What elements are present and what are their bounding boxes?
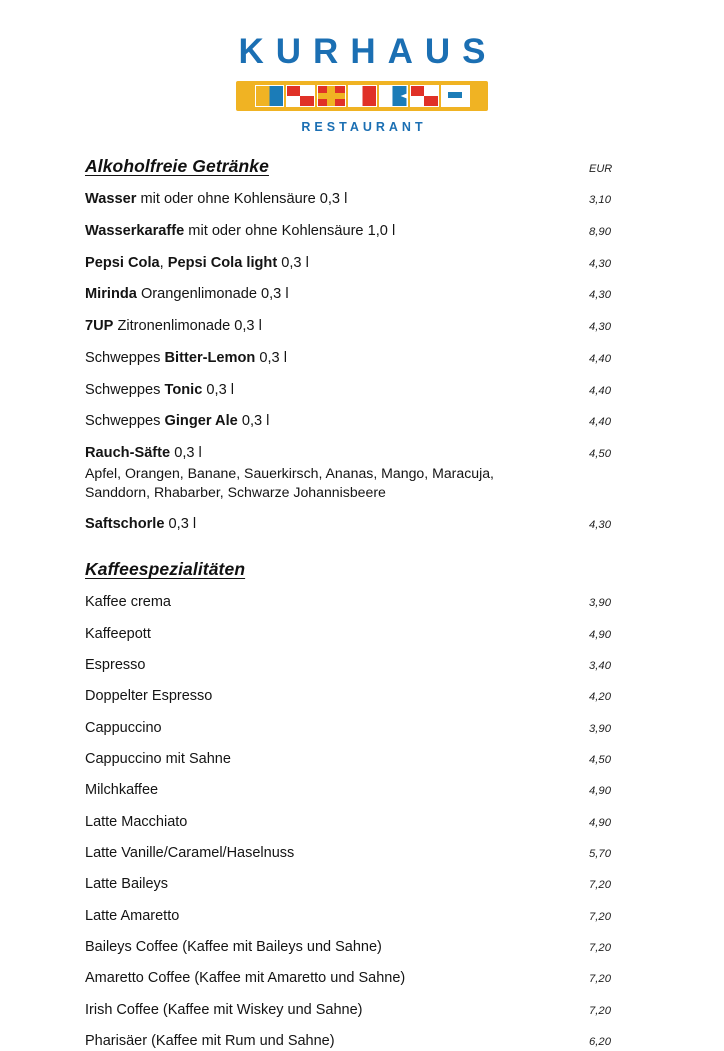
menu-item-label [85, 190, 570, 209]
menu-row [85, 750, 640, 769]
menu-item-prefix: Schweppes [85, 381, 165, 398]
menu-item-price: 4,40 [589, 384, 611, 397]
menu-item-name [85, 594, 171, 610]
menu-item-name [85, 516, 196, 532]
menu-item-name [85, 286, 289, 302]
menu-item-label [85, 412, 570, 431]
menu-row [85, 813, 640, 832]
menu-item-name [85, 782, 158, 798]
menu-item-name [85, 413, 269, 429]
menu-item-description: Apfel, Orangen, Banane, Sauerkirsch, Ananas, Mango, Maracuja, Sanddorn, Rhabarber, Schwarze Johannisbeere [85, 465, 494, 500]
menu-item-name [85, 191, 347, 207]
menu-item-name [85, 845, 294, 861]
menu-item-label [85, 381, 570, 400]
menu-item-label [85, 1001, 570, 1020]
menu-item-price: 4,90 [589, 816, 611, 829]
menu-row [85, 349, 640, 368]
menu-item-detail: Doppelter Espresso [85, 688, 213, 705]
menu-item-name [85, 908, 179, 924]
menu-row [85, 515, 640, 534]
menu-item-detail: Latte Vanille/Caramel/Haselnuss [85, 844, 295, 861]
menu-item-highlight: Tonic [164, 381, 203, 398]
menu-item-price: 3,90 [589, 597, 611, 610]
signal-flag-r [317, 85, 346, 107]
menu-item-detail: 0,3 l [255, 349, 287, 366]
menu-row [85, 719, 640, 738]
menu-item-detail: Cappuccino [85, 719, 162, 736]
menu-item-list-drinks [85, 190, 640, 534]
menu-item-name [85, 350, 287, 366]
menu-item-label [85, 844, 570, 863]
menu-item-detail: Zitronenlimonade 0,3 l [113, 318, 262, 334]
restaurant-logo [0, 0, 724, 134]
menu-item-label [85, 875, 570, 894]
menu-item-price: 8,90 [589, 225, 611, 238]
menu-section-coffee [85, 559, 640, 1051]
menu-item-name [85, 382, 234, 398]
menu-item-label [85, 254, 570, 273]
menu-row [85, 625, 640, 644]
menu-item-highlight: Rauch-Säfte [85, 445, 171, 461]
menu-item-price: 4,40 [589, 352, 611, 365]
menu-item-label [85, 625, 570, 644]
menu-item-detail: mit oder ohne Kohlensäure 1,0 l [184, 222, 396, 239]
menu-item-detail: Baileys Coffee (Kaffee mit Baileys und Sahne) [85, 938, 382, 955]
menu-item-name [85, 970, 405, 986]
menu-item-price: 3,10 [589, 194, 611, 206]
menu-item-name [85, 1002, 363, 1018]
signal-flag-k [255, 85, 284, 107]
menu-item-name [85, 318, 262, 334]
menu-item-detail: Amaretto Coffee (Kaffee mit Amaretto und Sahne) [85, 970, 406, 987]
menu-item-name [85, 445, 202, 461]
brand-subtitle: RESTAURANT [301, 120, 427, 134]
menu-item-prefix: Schweppes [85, 349, 165, 366]
menu-item-name [85, 939, 382, 955]
currency-label: EUR [589, 163, 613, 175]
menu-item-label [85, 515, 570, 534]
menu-item-label [85, 1032, 570, 1051]
signal-flag-a [379, 85, 408, 107]
menu-row [85, 222, 640, 241]
menu-item-price: 4,30 [589, 257, 611, 270]
menu-item-highlight: Saftschorle [85, 515, 165, 532]
menu-item-price: 4,40 [589, 416, 611, 429]
menu-item-detail: Kaffee crema [85, 594, 171, 611]
section-divider [85, 546, 640, 559]
menu-item-price: 4,20 [589, 691, 611, 704]
menu-item-detail: mit oder ohne Kohlensäure 0,3 l [136, 191, 348, 207]
menu-item-price: 4,30 [589, 289, 611, 302]
menu-item-detail: Irish Coffee (Kaffee mit Wiskey und Sahne) [85, 1001, 363, 1018]
section-header [85, 156, 640, 177]
menu-item-highlight: Wasserkaraffe [85, 222, 185, 239]
menu-item-label [85, 444, 570, 502]
menu-row [85, 1001, 640, 1020]
menu-item-name [85, 720, 162, 736]
menu-item-name [85, 223, 395, 239]
menu-item-price: 4,50 [589, 448, 611, 460]
section-title-coffee: Kaffeespezialitäten [85, 559, 246, 580]
menu-item-price: 7,20 [589, 941, 611, 954]
signal-flag-u [286, 85, 315, 107]
brand-name: KURHAUS [238, 32, 498, 71]
menu-row [85, 781, 640, 800]
menu-item-detail: Cappuccino mit Sahne [85, 751, 231, 768]
menu-item-label [85, 222, 570, 241]
menu-item-highlight: Ginger Ale [164, 413, 238, 430]
menu-item-price: 4,30 [589, 321, 611, 333]
menu-item-price: 3,90 [589, 722, 611, 735]
menu-item-detail: 0,3 l [164, 515, 197, 532]
menu-item-highlight: 7UP [85, 318, 114, 334]
menu-row [85, 844, 640, 863]
section-title-drinks: Alkoholfreie Getränke [85, 156, 269, 176]
menu-item-price: 7,20 [589, 973, 611, 986]
menu-row [85, 317, 640, 336]
menu-item-label [85, 349, 570, 368]
menu-item-detail: Espresso [85, 657, 146, 674]
menu-item-prefix: Schweppes [85, 413, 165, 430]
menu-row [85, 938, 640, 957]
menu-body [0, 156, 724, 1051]
menu-item-label [85, 907, 570, 926]
menu-item-price: 5,70 [589, 847, 611, 860]
menu-item-price: 4,50 [589, 754, 611, 767]
menu-item-label [85, 719, 570, 738]
menu-row [85, 285, 640, 304]
menu-item-name [85, 255, 309, 271]
menu-item-price: 7,20 [589, 879, 611, 892]
menu-row [85, 254, 640, 273]
menu-item-detail: Milchkaffee [85, 782, 159, 799]
menu-item-name [85, 876, 168, 892]
menu-item-detail: Pharisäer (Kaffee mit Rum und Sahne) [85, 1032, 335, 1049]
menu-item-highlight: Wasser [85, 191, 137, 207]
menu-item-price: 6,20 [589, 1035, 611, 1048]
menu-item-price: 7,20 [589, 910, 611, 923]
menu-item-detail: Latte Baileys [85, 876, 169, 893]
menu-item-highlight: Mirinda [85, 286, 137, 303]
signal-flag-s [441, 85, 470, 107]
menu-item-label [85, 938, 570, 957]
menu-item-detail: 0,3 l [202, 381, 234, 398]
menu-item-name [85, 688, 212, 704]
signal-flag-bar [236, 81, 488, 111]
menu-item-label [85, 750, 570, 769]
menu-item-detail: Latte Macchiato [85, 813, 188, 830]
menu-row [85, 687, 640, 706]
menu-item-detail: Orangenlimonade 0,3 l [136, 286, 289, 303]
menu-row [85, 412, 640, 431]
menu-item-detail: 0,3 l [277, 254, 309, 271]
menu-row [85, 381, 640, 400]
menu-item-price: 4,90 [589, 785, 611, 798]
menu-item-price: 4,90 [589, 628, 611, 641]
menu-item-label [85, 687, 570, 706]
menu-item-label [85, 593, 570, 612]
menu-row [85, 969, 640, 988]
menu-item-separator: , [159, 254, 168, 271]
menu-row [85, 444, 640, 502]
menu-row [85, 875, 640, 894]
menu-row [85, 190, 640, 209]
menu-item-detail: 0,3 l [237, 413, 270, 430]
menu-item-name [85, 814, 187, 830]
menu-item-list-coffee [85, 593, 640, 1051]
menu-row [85, 656, 640, 675]
menu-item-label [85, 656, 570, 675]
menu-item-highlight-2: Pepsi Cola light [167, 254, 278, 271]
menu-item-price: 7,20 [589, 1004, 611, 1017]
menu-row [85, 907, 640, 926]
menu-row [85, 1032, 640, 1051]
menu-item-name [85, 751, 231, 767]
menu-item-detail: 0,3 l [170, 445, 202, 461]
menu-item-detail: Latte Amaretto [85, 907, 180, 924]
menu-item-highlight: Bitter-Lemon [164, 349, 256, 366]
menu-item-label [85, 317, 570, 336]
menu-item-label [85, 285, 570, 304]
menu-item-label [85, 969, 570, 988]
menu-section-drinks [85, 156, 640, 534]
menu-item-detail: Kaffeepott [85, 625, 151, 642]
menu-item-label [85, 813, 570, 832]
menu-item-label [85, 781, 570, 800]
menu-item-price: 4,30 [589, 518, 611, 531]
menu-item-name [85, 626, 151, 642]
menu-item-price: 3,40 [589, 660, 611, 673]
signal-flag-u-2 [410, 85, 439, 107]
section-header [85, 559, 640, 580]
menu-item-highlight: Pepsi Cola [85, 254, 160, 271]
signal-flag-h [348, 85, 377, 107]
menu-item-name [85, 657, 145, 673]
menu-item-name [85, 1033, 335, 1049]
menu-row [85, 593, 640, 612]
